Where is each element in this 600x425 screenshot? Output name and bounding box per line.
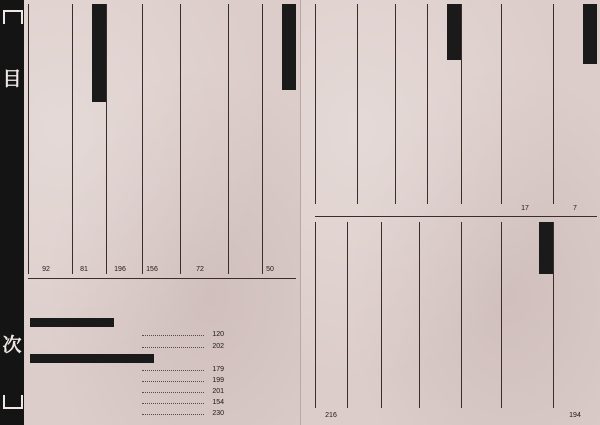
column-heading <box>282 4 296 90</box>
column-text <box>319 226 343 402</box>
toc-column <box>315 4 357 204</box>
column-text <box>74 8 90 268</box>
column-text <box>465 8 497 198</box>
toc-column <box>461 4 501 204</box>
divider <box>315 216 597 217</box>
column-text <box>264 8 280 268</box>
leader-dots <box>142 347 204 348</box>
column-text <box>503 226 537 402</box>
toc-column <box>501 4 553 204</box>
page-number: 156 <box>146 266 158 273</box>
toc-title-char-2: 次 <box>2 334 22 356</box>
title-bracket-bottom <box>3 395 23 409</box>
page-number: 194 <box>569 412 581 419</box>
column-text <box>385 226 415 402</box>
page-number: 92 <box>42 266 50 273</box>
page-number: 81 <box>80 266 88 273</box>
column-text <box>319 8 353 198</box>
page-number: 216 <box>325 412 337 419</box>
column-heading <box>583 4 597 64</box>
toc-column <box>180 4 228 274</box>
list-item-page: 179 <box>212 366 224 373</box>
toc-column <box>228 4 262 274</box>
toc-column <box>381 222 419 408</box>
column-text <box>361 8 391 198</box>
list-item-page: 202 <box>212 343 224 350</box>
title-bracket-top <box>3 10 23 24</box>
column-text <box>429 8 445 198</box>
list-item[interactable] <box>32 409 226 419</box>
column-text <box>146 8 176 268</box>
toc-column <box>72 4 106 274</box>
column-text <box>505 8 549 198</box>
right-page <box>300 0 600 425</box>
leader-dots <box>142 370 204 371</box>
page-number: 196 <box>114 266 126 273</box>
list-heading <box>30 354 154 363</box>
leader-dots <box>142 381 204 382</box>
toc-title-char-1: 目 <box>2 68 22 90</box>
toc-column <box>106 4 142 274</box>
list-item-page: 120 <box>212 331 224 338</box>
list-item-page: 199 <box>212 377 224 384</box>
list-item-page: 230 <box>212 410 224 417</box>
list-item[interactable] <box>32 330 226 340</box>
column-text <box>184 8 224 268</box>
page-number: 72 <box>196 266 204 273</box>
toc-column <box>461 222 501 408</box>
column-text <box>557 226 593 402</box>
column-text <box>423 226 457 402</box>
page-number: 50 <box>266 266 274 273</box>
leader-dots <box>142 392 204 393</box>
divider <box>28 278 296 279</box>
list-heading <box>30 318 114 327</box>
list-item[interactable] <box>32 365 226 375</box>
column-text <box>399 8 423 198</box>
toc-column <box>142 4 180 274</box>
toc-column <box>357 4 395 204</box>
toc-column <box>315 222 347 408</box>
list-item[interactable] <box>32 342 226 352</box>
toc-column <box>28 4 72 274</box>
toc-title-band <box>0 0 24 425</box>
list-item-page: 201 <box>212 388 224 395</box>
toc-column <box>395 4 427 204</box>
toc-column <box>553 222 597 408</box>
toc-column <box>427 4 461 204</box>
toc-column <box>262 4 296 274</box>
column-text <box>32 8 68 268</box>
leader-dots <box>142 335 204 336</box>
leader-dots <box>142 414 204 415</box>
toc-column <box>501 222 553 408</box>
list-item[interactable] <box>32 398 226 408</box>
list-item[interactable] <box>32 376 226 386</box>
column-heading <box>447 4 461 60</box>
column-text <box>465 226 497 402</box>
column-text <box>232 8 258 268</box>
column-text <box>351 226 377 402</box>
column-heading <box>539 222 553 274</box>
leader-dots <box>142 403 204 404</box>
list-item-page: 154 <box>212 399 224 406</box>
column-text <box>110 8 138 268</box>
column-heading <box>92 4 106 102</box>
toc-column <box>553 4 597 204</box>
page-number: 7 <box>573 205 577 212</box>
toc-column <box>347 222 381 408</box>
page-number: 17 <box>521 205 529 212</box>
toc-column <box>419 222 461 408</box>
toc-list-box <box>30 318 228 420</box>
list-item[interactable] <box>32 387 226 397</box>
column-text <box>555 8 581 198</box>
